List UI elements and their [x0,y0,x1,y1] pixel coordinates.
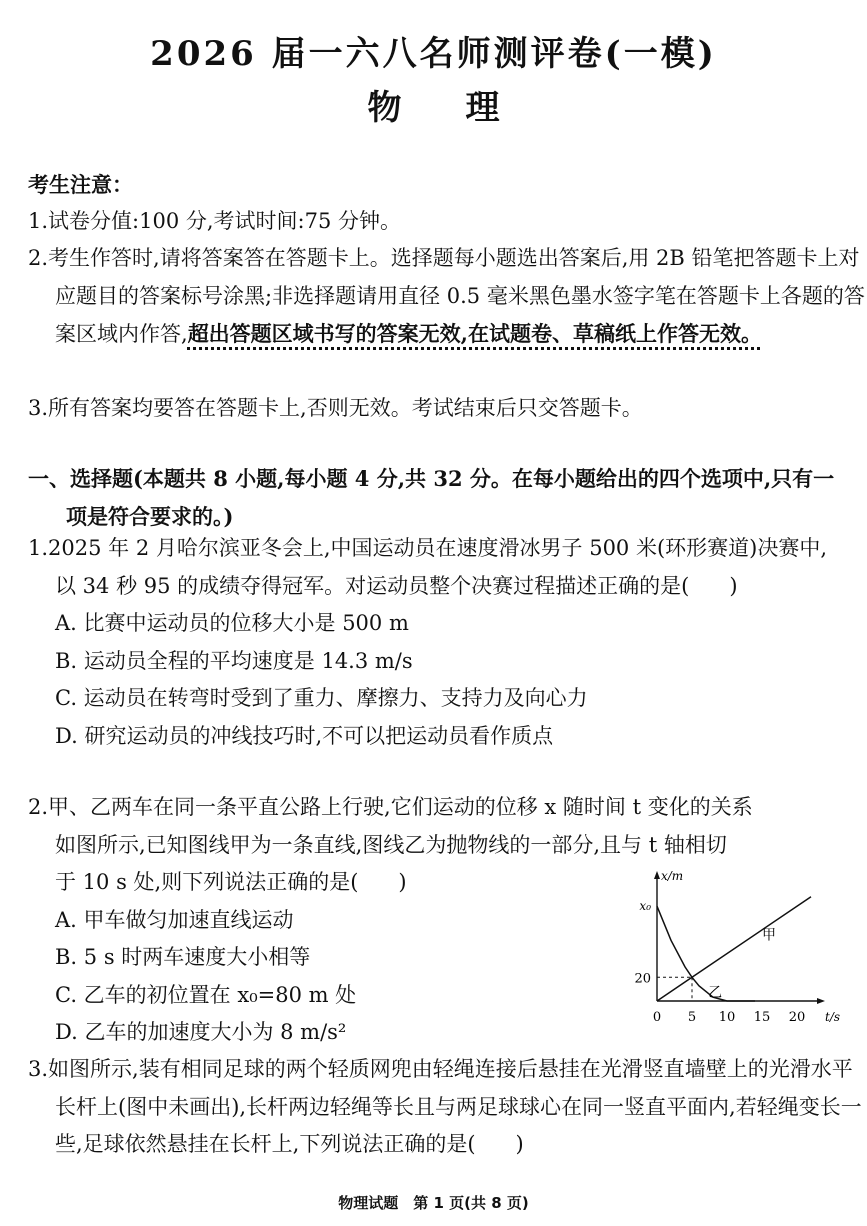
xt-graph [628,864,840,1032]
notice-item-2 [28,240,867,354]
series-label-yi: 乙 [708,985,723,1001]
y-tick-label: 20 [634,971,651,987]
question-1-stem [28,530,840,605]
question-1-option-d: D. 研究运动员的冲线技巧时,不可以把运动员看作质点 [55,723,554,748]
question-3-stem-text: 3.如图所示,装有相同足球的两个轻质网兜由轻绳连接后悬挂在光滑竖直墙壁上的光滑水平长杆上(图中未画出),长杆两边轻绳等长且与两足球球心在同一竖直平面内,若轻绳变长一些,足球依然悬挂在长杆上,下列说法正确的是( [28,1057,862,1156]
x-tick-label: 10 [718,1010,736,1025]
question-1-stem-end: ) [729,573,738,598]
question-2-stem-line-3-text: 于 10 s 处,则下列说法正确的是( [55,870,359,894]
question-1-option-c: C. 运动员在转弯时受到了重力、摩擦力、支持力及向心力 [55,686,588,710]
y-axis-label: x/m [661,869,684,883]
question-1 [28,530,840,755]
notice-heading: 考生注意： [28,172,133,197]
x-axis-arrow [817,998,825,1004]
page-footer: 物理试题 第 1 页(共 8 页) [338,1194,529,1212]
question-2-stem-line-3 [28,864,645,902]
notice-item-2-text: 2.考生作答时,请将答案答在答题卡上。选择题每小题选出答案后,用 2B 铅笔把答题卡上对应题目的答案标号涂黑;非选择题请用直径 0.5 毫米黑色墨水签字笔在答题卡上各题的答案区域内作答, [28,246,865,346]
question-2-option-a: A. 甲车做匀加速直线运动 [55,907,294,932]
question-3 [28,1051,867,1164]
question-2-stem-line-2: 如图所示,已知图线甲为一条直线,图线乙为抛物线的一部分,且与 t 轴相切 [55,832,727,857]
question-2-option-c: C. 乙车的初位置在 x₀=80 m 处 [55,982,357,1007]
x-tick-label: 20 [788,1010,806,1025]
x-axis-label: t/s [825,1010,840,1024]
question-2-stem-line-1: 2.甲、乙两车在同一条平直公路上行驶,它们运动的位移 x 随时间 t 变化的关系 [28,795,753,819]
question-2-option-b: B. 5 s 时两车速度大小相等 [55,945,311,969]
question-1-option-a: A. 比赛中运动员的位移大小是 500 m [55,611,409,635]
series-line-jia [657,897,811,1001]
series-label-jia: 甲 [762,927,776,944]
exam-title: 2026 届一六八名师测评卷(一模) [150,34,717,74]
notice-item-2-emphasis: 超出答题区域书写的答案无效,在试题卷、草稿纸上作答无效。 [187,321,762,346]
question-3-stem-end: ) [515,1132,524,1156]
y-tick-label: x₀ [639,899,651,914]
section-1-heading [28,460,840,535]
x-tick-label: 5 [687,1010,697,1025]
x-tick-label: 15 [753,1010,771,1025]
series-line-yi [657,906,755,1001]
question-1-option-b: B. 运动员全程的平均速度是 14.3 m/s [55,648,413,673]
notice-item-3: 3.所有答案均要答在答题卡上,否则无效。考试结束后只交答题卡。 [28,396,643,420]
question-1-stem-text: 1.2025 年 2 月哈尔滨亚冬会上,中国运动员在速度滑冰男子 500 米(环形赛道)决赛中,以 34 秒 95 的成绩夺得冠军。对运动员整个决赛过程描述正确的是( [28,536,828,598]
question-2-option-d: D. 乙车的加速度大小为 8 m/s² [55,1020,347,1044]
y-axis-arrow [654,871,660,879]
x-tick-label: 0 [652,1010,662,1025]
section-1-heading-text: 一、选择题(本题共 8 小题,每小题 4 分,共 32 分。在每小题给出的四个选项中,只有一项是符合要求的。) [28,466,835,529]
notice-item-1: 1.试卷分值:100 分,考试时间:75 分钟。 [28,209,402,233]
question-2-stem-end: ) [398,870,407,894]
subject-title: 物理 [367,88,564,128]
